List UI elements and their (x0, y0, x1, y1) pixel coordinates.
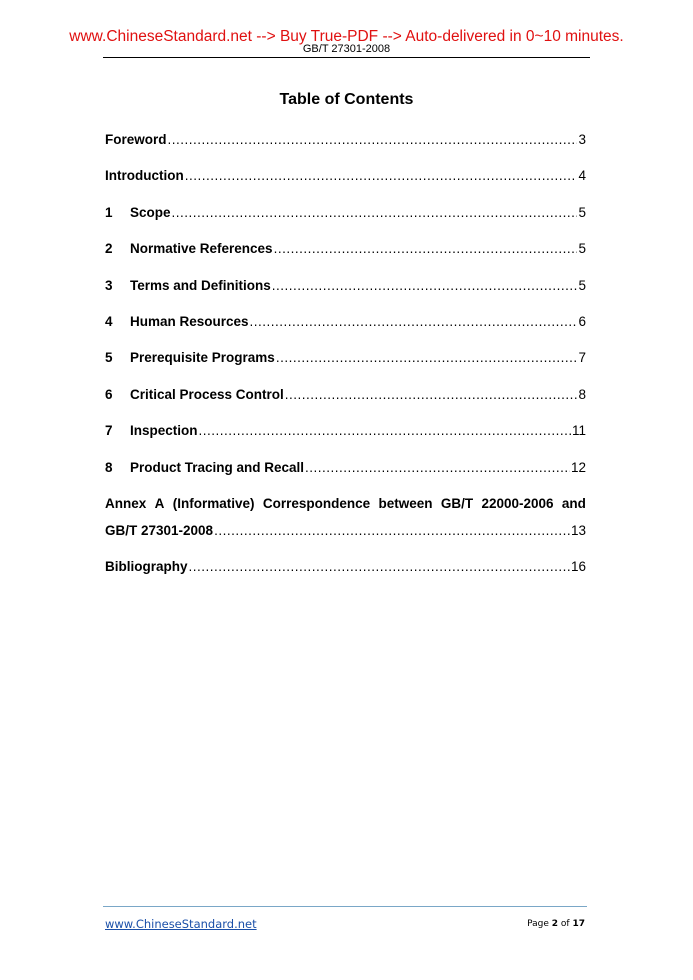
toc-dot-leader (214, 522, 570, 540)
document-code: GB/T 27301-2008 (302, 43, 391, 55)
annex-word: (Informative) (172, 495, 255, 511)
annex-title-continuation (105, 522, 586, 558)
toc-entry-annex-a[interactable] (105, 495, 586, 558)
toc-entry-inspection[interactable] (105, 422, 586, 458)
promo-banner[interactable]: www.ChineseStandard.net --> Buy True-PDF --> Auto-delivered in 0~10 minutes. (69, 28, 624, 45)
toc-dot-leader (172, 204, 578, 222)
toc-entry-page: 7 (578, 350, 586, 366)
toc-entry-human-resources[interactable] (105, 313, 586, 349)
toc-entry-page: 4 (578, 168, 586, 184)
page-title: Table of Contents (279, 91, 414, 108)
annex-word: A (154, 495, 165, 511)
page-prefix: Page (527, 919, 549, 929)
toc-entry-scope[interactable] (105, 204, 586, 240)
toc-entry-number: 7 (105, 423, 113, 439)
annex-word: and (561, 495, 586, 511)
toc-entry-label: GB/T 27301-2008 (105, 522, 214, 538)
annex-word: Annex (105, 495, 147, 511)
toc-dot-leader (305, 459, 570, 477)
toc-entry-page: 8 (578, 386, 586, 402)
toc-entry-label: Product Tracing and Recall (130, 459, 305, 475)
toc-dot-leader (276, 349, 578, 367)
annex-title-line (105, 495, 586, 522)
annex-word: between (378, 495, 433, 511)
toc-entry-foreword[interactable] (105, 131, 586, 167)
toc-dot-leader (250, 313, 578, 331)
page-number (527, 919, 585, 929)
toc-entry-page: 16 (570, 559, 586, 575)
toc-entry-number: 3 (105, 277, 113, 293)
toc-entry-label: Inspection (130, 423, 198, 439)
toc-entry-label: Bibliography (105, 559, 188, 575)
toc-entry-label: Scope (130, 204, 171, 220)
toc-dot-leader (199, 422, 571, 440)
footer-website-link[interactable]: www.ChineseStandard.net (105, 917, 257, 931)
toc-entry-terms-definitions[interactable] (105, 277, 586, 313)
toc-entry-introduction[interactable] (105, 167, 586, 203)
toc-entry-label: Foreword (105, 132, 167, 147)
footer-divider (103, 906, 587, 907)
toc-entry-page: 5 (578, 241, 586, 257)
page-total: 17 (572, 919, 585, 929)
annex-word: 22000-2006 (481, 495, 554, 511)
page-current: 2 (551, 919, 559, 929)
toc-entry-number: 6 (105, 386, 113, 402)
annex-word: GB/T (440, 495, 474, 511)
toc-entry-page: 5 (578, 277, 586, 293)
toc-entry-label: Human Resources (130, 313, 249, 329)
toc-entry-label: Prerequisite Programs (130, 350, 275, 366)
page-of: of (560, 919, 570, 929)
toc-list (105, 131, 586, 595)
toc-entry-label: Critical Process Control (130, 386, 284, 402)
toc-entry-number: 1 (105, 204, 113, 220)
toc-entry-page: 12 (570, 459, 586, 475)
toc-dot-leader (274, 240, 578, 258)
toc-dot-leader (285, 386, 578, 404)
header-divider (103, 57, 590, 58)
toc-entry-label: Terms and Definitions (130, 277, 271, 293)
toc-entry-number: 5 (105, 350, 113, 366)
toc-entry-page: 5 (578, 204, 586, 220)
toc-dot-leader (185, 167, 578, 185)
toc-entry-page: 6 (578, 313, 586, 329)
toc-entry-product-tracing-recall[interactable] (105, 459, 586, 495)
toc-entry-number: 4 (105, 313, 113, 329)
toc-entry-critical-process-control[interactable] (105, 386, 586, 422)
toc-entry-page: 11 (571, 423, 586, 439)
toc-entry-page: 3 (578, 132, 586, 147)
toc-entry-number: 8 (105, 459, 113, 475)
toc-entry-label: Introduction (105, 168, 184, 184)
toc-entry-number: 2 (105, 241, 113, 257)
toc-dot-leader (272, 277, 578, 295)
toc-dot-leader (168, 131, 578, 149)
annex-word: Correspondence (262, 495, 371, 511)
toc-dot-leader (189, 558, 570, 576)
toc-entry-normative-references[interactable] (105, 240, 586, 276)
toc-entry-prerequisite-programs[interactable] (105, 349, 586, 385)
toc-entry-page: 13 (570, 522, 586, 538)
toc-entry-bibliography[interactable] (105, 558, 586, 594)
toc-entry-label: Normative References (130, 241, 273, 257)
